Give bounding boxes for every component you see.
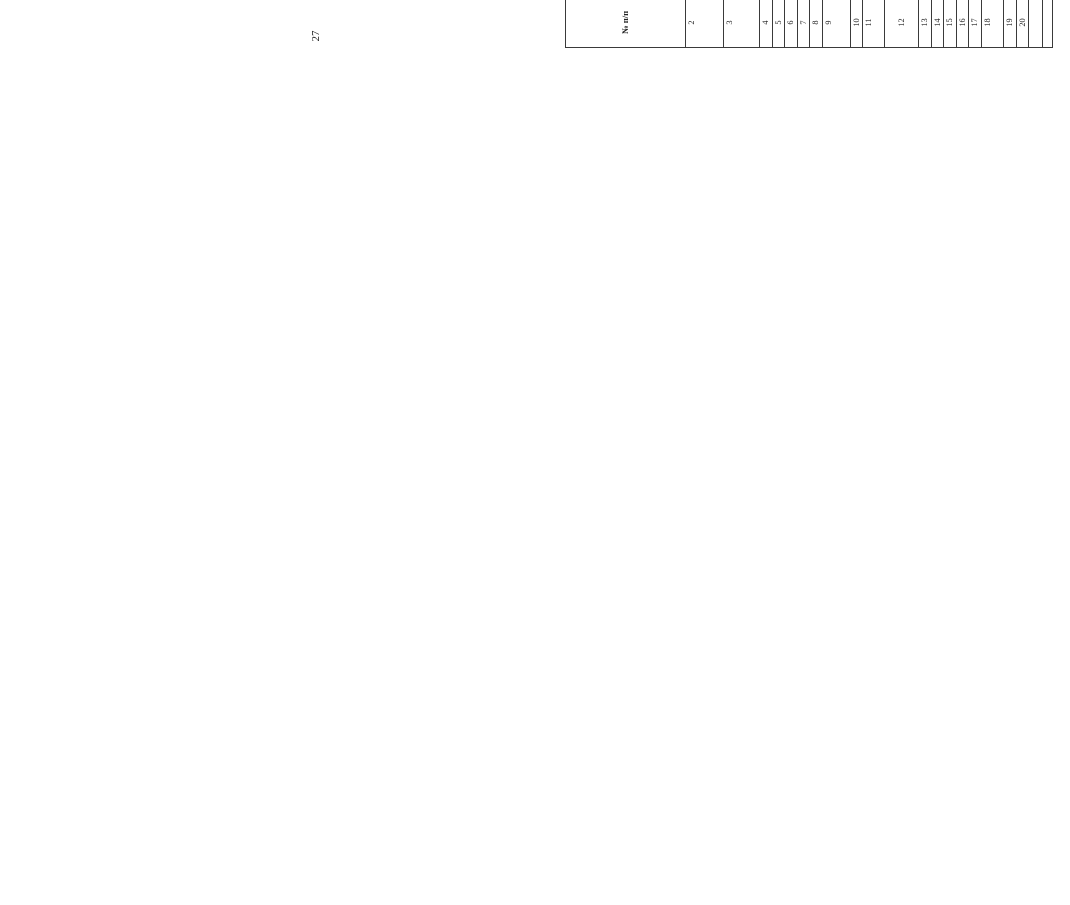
header-num: № п/п — [566, 0, 686, 48]
row-num: 18 — [981, 0, 1003, 48]
table-row — [850, 0, 863, 48]
row-num: 14 — [931, 0, 944, 48]
table-row — [724, 0, 760, 48]
table-row — [1043, 0, 1053, 48]
table-row — [785, 0, 798, 48]
row-num: 10 — [850, 0, 863, 48]
row-num: 5 — [772, 0, 785, 48]
table-row — [863, 0, 885, 48]
table-row — [686, 0, 724, 48]
table-row — [944, 0, 957, 48]
table-row — [931, 0, 944, 48]
row-num: 17 — [969, 0, 982, 48]
table-row — [1016, 0, 1029, 48]
table-row — [885, 0, 919, 48]
table-row — [956, 0, 969, 48]
row-num: 13 — [919, 0, 932, 48]
table-row — [981, 0, 1003, 48]
rotated-table-container — [565, 0, 1070, 48]
row-num: 12 — [885, 0, 919, 48]
row-num: 7 — [797, 0, 810, 48]
row-num: 8 — [810, 0, 823, 48]
section-row — [1029, 0, 1043, 48]
section-title — [1029, 0, 1043, 48]
row-num: 4 — [760, 0, 773, 48]
row-num: 11 — [863, 0, 885, 48]
table-row — [1003, 0, 1016, 48]
regulation-table — [565, 0, 1053, 48]
row-num — [1043, 0, 1053, 48]
table-row — [772, 0, 785, 48]
table-row — [760, 0, 773, 48]
table-row — [969, 0, 982, 48]
table-row — [919, 0, 932, 48]
row-num: 6 — [785, 0, 798, 48]
row-num: 19 — [1003, 0, 1016, 48]
page-number: 27 — [310, 30, 322, 42]
table-row — [810, 0, 823, 48]
table-row — [822, 0, 850, 48]
row-num: 3 — [724, 0, 760, 48]
table-row — [797, 0, 810, 48]
row-num: 2 — [686, 0, 724, 48]
row-num: 20 — [1016, 0, 1029, 48]
row-num: 9 — [822, 0, 850, 48]
row-num: 16 — [956, 0, 969, 48]
row-num: 15 — [944, 0, 957, 48]
